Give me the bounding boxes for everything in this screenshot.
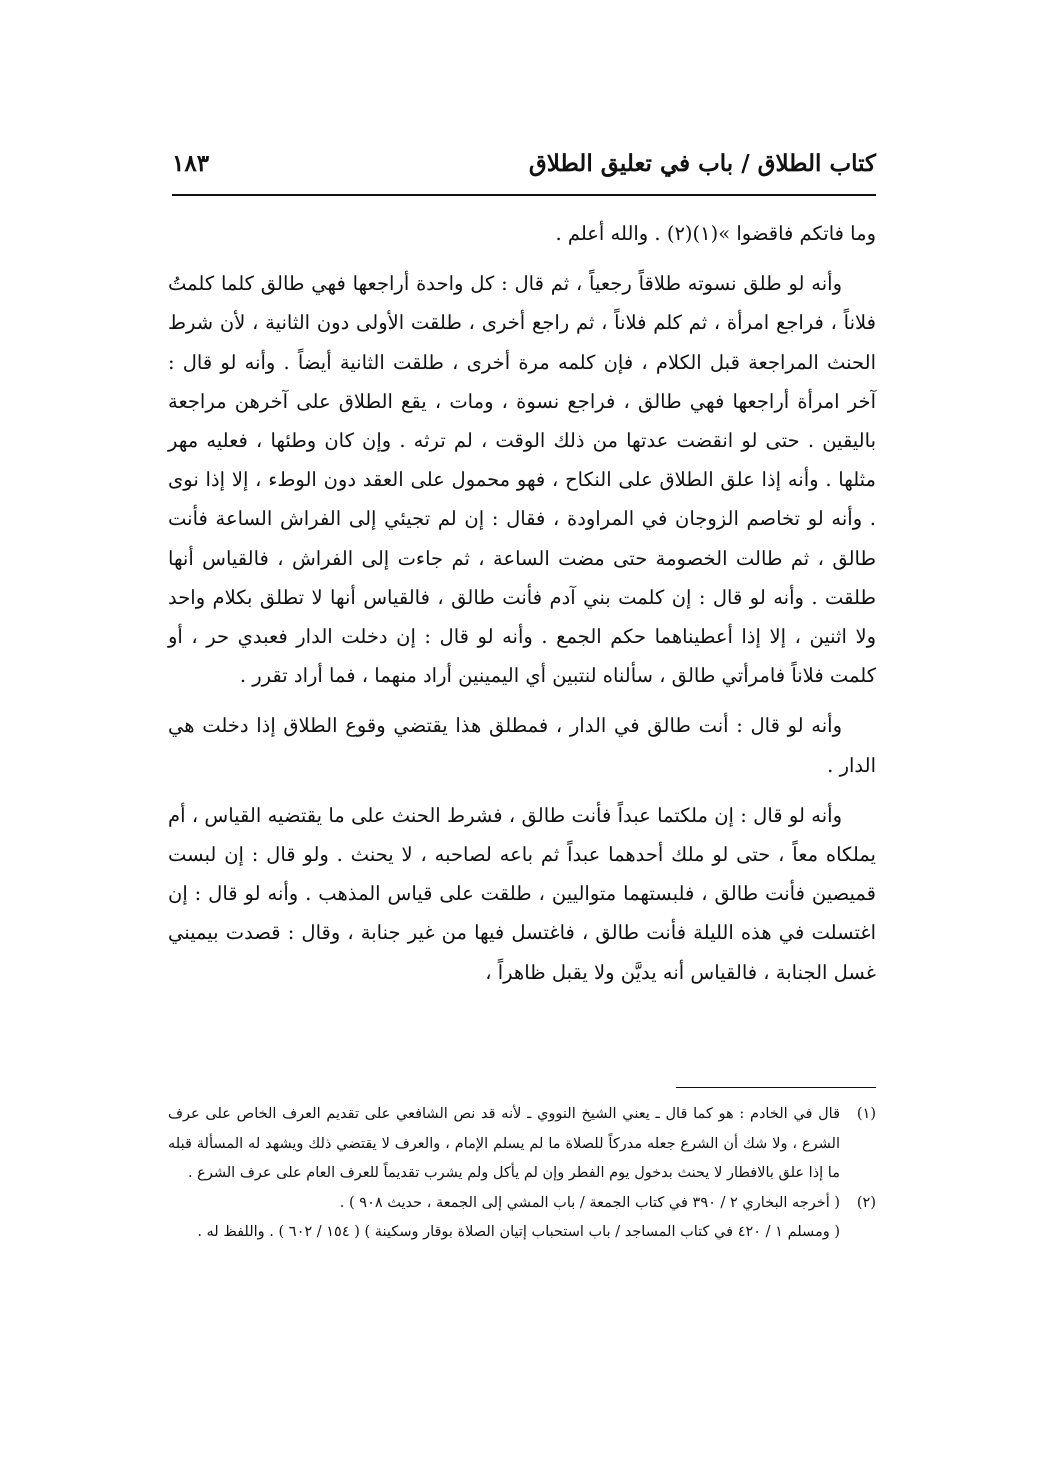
footnote-text: قال في الخادم : هو كما قال ـ يعني الشيخ النووي ـ لأنه قد نص الشافعي على تقديم العرف الخاص على عرف الشرع ، ولا شك أن الشرع جعله مدركاً للصلاة ما لم يسلم الإمام ، والعرف لا يقتضي ذلك ويشهد له المسألة قبله ما إذا علق بالافطار لا يحنث بدخول يوم الفطر وإن لم يأكل ولم يشرب تقديماً للعرف العام على عرف الشرع . [168, 1106, 840, 1181]
paragraph: وما فاتكم فاقضوا »(١)(٢) . والله أعلم . [555, 222, 876, 245]
footnote-continuation: ( ومسلم ١ / ٤٢٠ في كتاب المساجد / باب استحباب إتيان الصلاة بوقار وسكينة ) ( ١٥٤ / ٦٠٢ ) . واللفظ له . [197, 1224, 840, 1240]
footnote-number: (٢) [856, 1194, 876, 1211]
footnote [168, 1100, 876, 1189]
header-rule [172, 194, 876, 196]
running-title: كتاب الطلاق / باب في تعليق الطلاق [528, 150, 876, 177]
paragraph: وأنه لو قال : إن ملكتما عبداً فأنت طالق ، فشرط الحنث على ما يقتضيه القياس ، أم يملكاه معاً ، حتى لو ملك أحدهما عبداً ثم باعه لصاحبه ، لا يحنث . ولو قال : إن لبست قميصين فأنت طالق ، فلبستهما متواليين ، طلقت على قياس المذهب . وأنه لو قال : إن اغتسلت في هذه الليلة فأنت طالق ، فاغتسل فيها من غير جنابة ، وقال : قصدت بيميني غسل الجنابة ، فالقياس أنه يديَّن ولا يقبل ظاهراً ، [168, 803, 876, 984]
footnote-text: ( أخرجه البخاري ٢ / ٣٩٠ في كتاب الجمعة / باب المشي إلى الجمعة ، حديث ٩٠٨ ) . [339, 1194, 840, 1211]
footnotes [168, 1100, 876, 1248]
page-header [172, 150, 876, 186]
paragraph: وأنه لو طلق نسوته طلاقاً رجعياً ، ثم قال : كل واحدة أراجعها فهي طالق كلما كلمتُ فلاناً ، فراجع امرأة ، ثم كلم فلاناً ، ثم راجع أخرى ، طلقت الأولى دون الثانية ، لأن شرط الحنث المراجعة قبل الكلام ، فإن كلمه مرة أخرى ، طلقت الثانية أيضاً . وأنه لو قال : آخر امرأة أراجعها فهي طالق ، فراجع نسوة ، ومات ، يقع الطلاق على آخرهن مراجعة باليقين . حتى لو انقضت عدتها من ذلك الوقت ، لم ترثه . وإن كان وطئها ، فعليه مهر مثلها . وأنه إذا علق الطلاق على النكاح ، فهو محمول على العقد دون الوطء ، إلا إذا نوى . وأنه لو تخاصم الزوجان في المراودة ، فقال : إن لم تجيئي إلى الفراش الساعة فأنت طالق ، ثم طالت الخصومة حتى مضت الساعة ، ثم جاءت إلى الفراش ، فالقياس أنها طلقت . وأنه لو قال : إن كلمت بني آدم فأنت طالق ، فالقياس أنها لا تطلق بكلام واحد ولا اثنين ، إلا إذا أعطيناهما حكم الجمع . وأنه لو قال : إن دخلت الدار فعبدي حر ، أو كلمت فلاناً فامرأتي طالق ، سألناه لنتبين أي اليمينين أراد منهما ، فما أراد تقرر . [168, 272, 876, 688]
main-text [168, 214, 876, 992]
footnote-number: (١) [856, 1106, 876, 1122]
page-number: ١٨٣ [172, 150, 210, 177]
footnote-rule [676, 1087, 876, 1088]
footnote [168, 1189, 876, 1248]
paragraph: وأنه لو قال : أنت طالق في الدار ، فمطلق هذا يقتضي وقوع الطلاق إذا دخلت هي الدار . [168, 714, 876, 777]
